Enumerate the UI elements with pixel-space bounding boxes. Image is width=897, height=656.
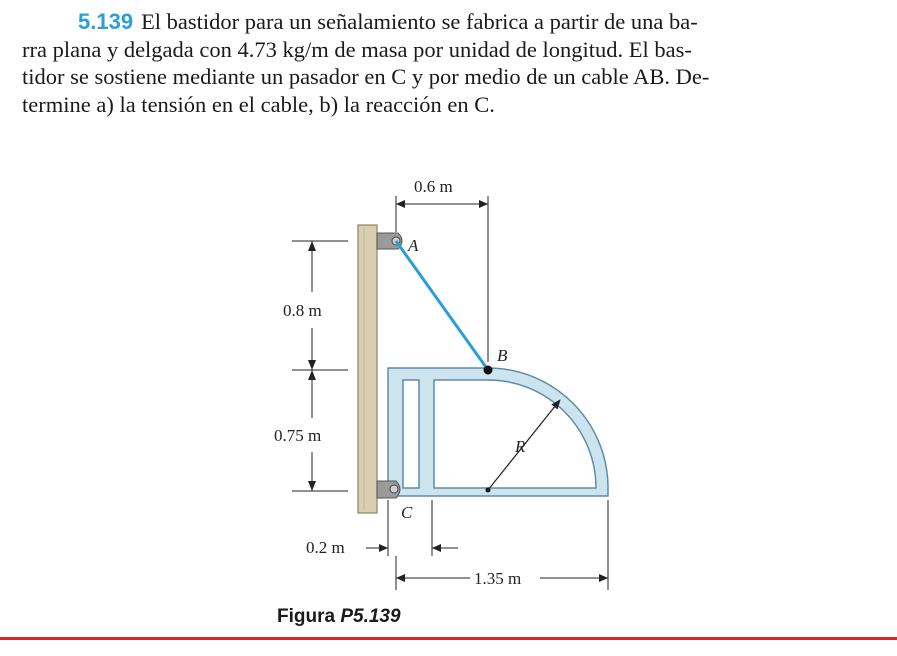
dimension-top: [396, 196, 488, 362]
bottom-rule: [0, 637, 897, 640]
bracket-c: [377, 481, 400, 498]
label-dim-left-lower: 0.75 m: [274, 426, 322, 445]
problem-line-1: 5.139 El bastidor para un señalamiento se fabrica a partir de una ba-: [78, 9, 698, 34]
caption-prefix: Figura: [277, 606, 336, 627]
cable-ab: [396, 241, 488, 370]
problem-line-4: termine a) la tensión en el cable, b) la reacción en C.: [22, 91, 495, 117]
wall: [358, 225, 377, 513]
label-dim-bottom-small: 0.2 m: [306, 538, 345, 557]
label-dim-bottom: 1.35 m: [474, 569, 522, 588]
label-dim-top: 0.6 m: [414, 177, 453, 196]
problem-number: 5.139: [78, 9, 134, 34]
figure-caption: [277, 606, 401, 628]
label-radius: R: [515, 437, 526, 456]
label-point-a: A: [408, 236, 419, 255]
label-point-b: B: [497, 346, 508, 365]
label-dim-left-upper: 0.8 m: [283, 301, 322, 320]
point-b-dot: [484, 366, 493, 375]
problem-line-3: tidor se sostiene mediante un pasador en C y por medio de un cable AB. De-: [22, 64, 710, 89]
dimension-left: [292, 241, 348, 491]
problem-line-2: rra plana y delgada con 4.73 kg/m de masa por unidad de longitud. El bas-: [22, 36, 692, 62]
label-point-c: C: [401, 503, 413, 522]
caption-number: P5.139: [340, 606, 401, 627]
